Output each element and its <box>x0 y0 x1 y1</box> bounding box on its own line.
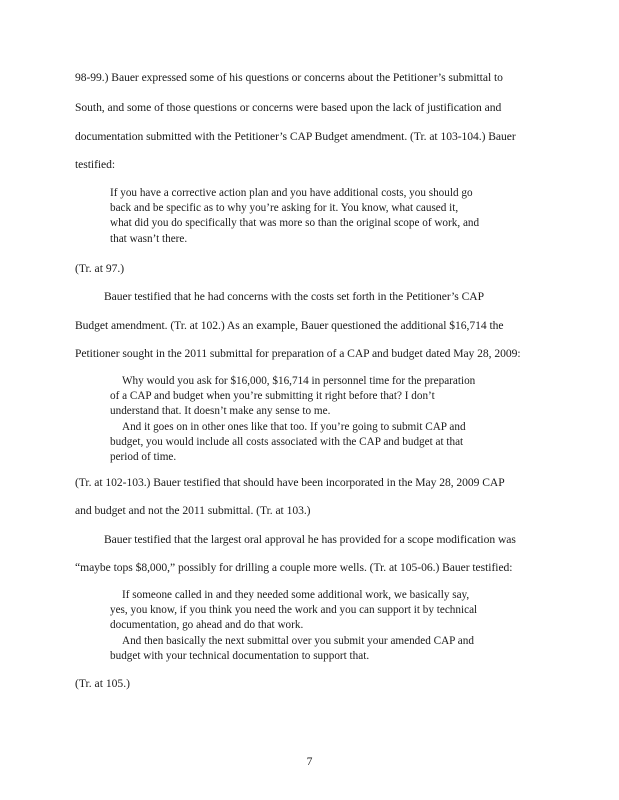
page-number: 7 <box>306 755 313 768</box>
paragraph-line: Budget amendment. (Tr. at 102.) As an example, Bauer questioned the additional $16,714 the <box>75 319 504 332</box>
quote-line: back and be specific as to why you’re asking for it. You know, what caused it, <box>110 202 459 215</box>
quote-line: Why would you ask for $16,000, $16,714 in personnel time for the preparation <box>122 375 476 387</box>
quote-line: understand that. It doesn’t make any sense to me. <box>110 405 331 418</box>
paragraph-line: documentation submitted with the Petitioner’s CAP Budget amendment. (Tr. at 103-104.) Bauer <box>75 130 516 143</box>
quote-line: And then basically the next submittal over you submit your amended CAP and <box>122 634 474 647</box>
quote-line: of a CAP and budget when you’re submitting it right before that? I don’t <box>110 390 435 403</box>
citation: (Tr. at 97.) <box>75 262 125 275</box>
quote-line: And it goes on in other ones like that too. If you’re going to submit CAP and <box>122 420 466 433</box>
citation: (Tr. at 105.) <box>75 677 130 690</box>
paragraph-line: “maybe tops $8,000,” possibly for drilling a couple more wells. (Tr. at 105-06.) Bauer testified: <box>75 561 513 574</box>
paragraph-line: South, and some of those questions or concerns were based upon the lack of justification and <box>75 101 502 114</box>
quote-line: period of time. <box>110 451 177 464</box>
paragraph-line: 98-99.) Bauer expressed some of his questions or concerns about the Petitioner’s submittal to <box>75 71 503 84</box>
block-quote <box>110 374 510 465</box>
quote-line: If you have a corrective action plan and you have additional costs, you should go <box>110 187 473 199</box>
quote-line: that wasn’t there. <box>110 232 188 245</box>
block-quote <box>110 588 510 664</box>
paragraph-line: Bauer testified that he had concerns with the costs set forth in the Petitioner’s CAP <box>104 290 484 303</box>
paragraph-line: and budget and not the 2011 submittal. (Tr. at 103.) <box>75 504 311 517</box>
paragraph-line: Bauer testified that the largest oral approval he has provided for a scope modification was <box>104 533 516 546</box>
block-quote <box>110 186 510 247</box>
quote-line: If someone called in and they needed some additional work, we basically say, <box>122 589 470 601</box>
quote-line: what did you do specifically that was more so than the original scope of work, and <box>110 217 480 230</box>
paragraph-line: testified: <box>75 158 116 171</box>
quote-line: yes, you know, if you think you need the work and you can support it by technical <box>110 604 478 617</box>
paragraph-line: Petitioner sought in the 2011 submittal for preparation of a CAP and budget dated May 28, 2009: <box>75 347 521 360</box>
paragraph-line: (Tr. at 102-103.) Bauer testified that should have been incorporated in the May 28, 2009 CAP <box>75 476 505 489</box>
quote-line: budget with your technical documentation to support that. <box>110 649 370 662</box>
quote-line: documentation, go ahead and do that work. <box>110 619 304 632</box>
quote-line: budget, you would include all costs associated with the CAP and budget at that <box>110 435 464 448</box>
